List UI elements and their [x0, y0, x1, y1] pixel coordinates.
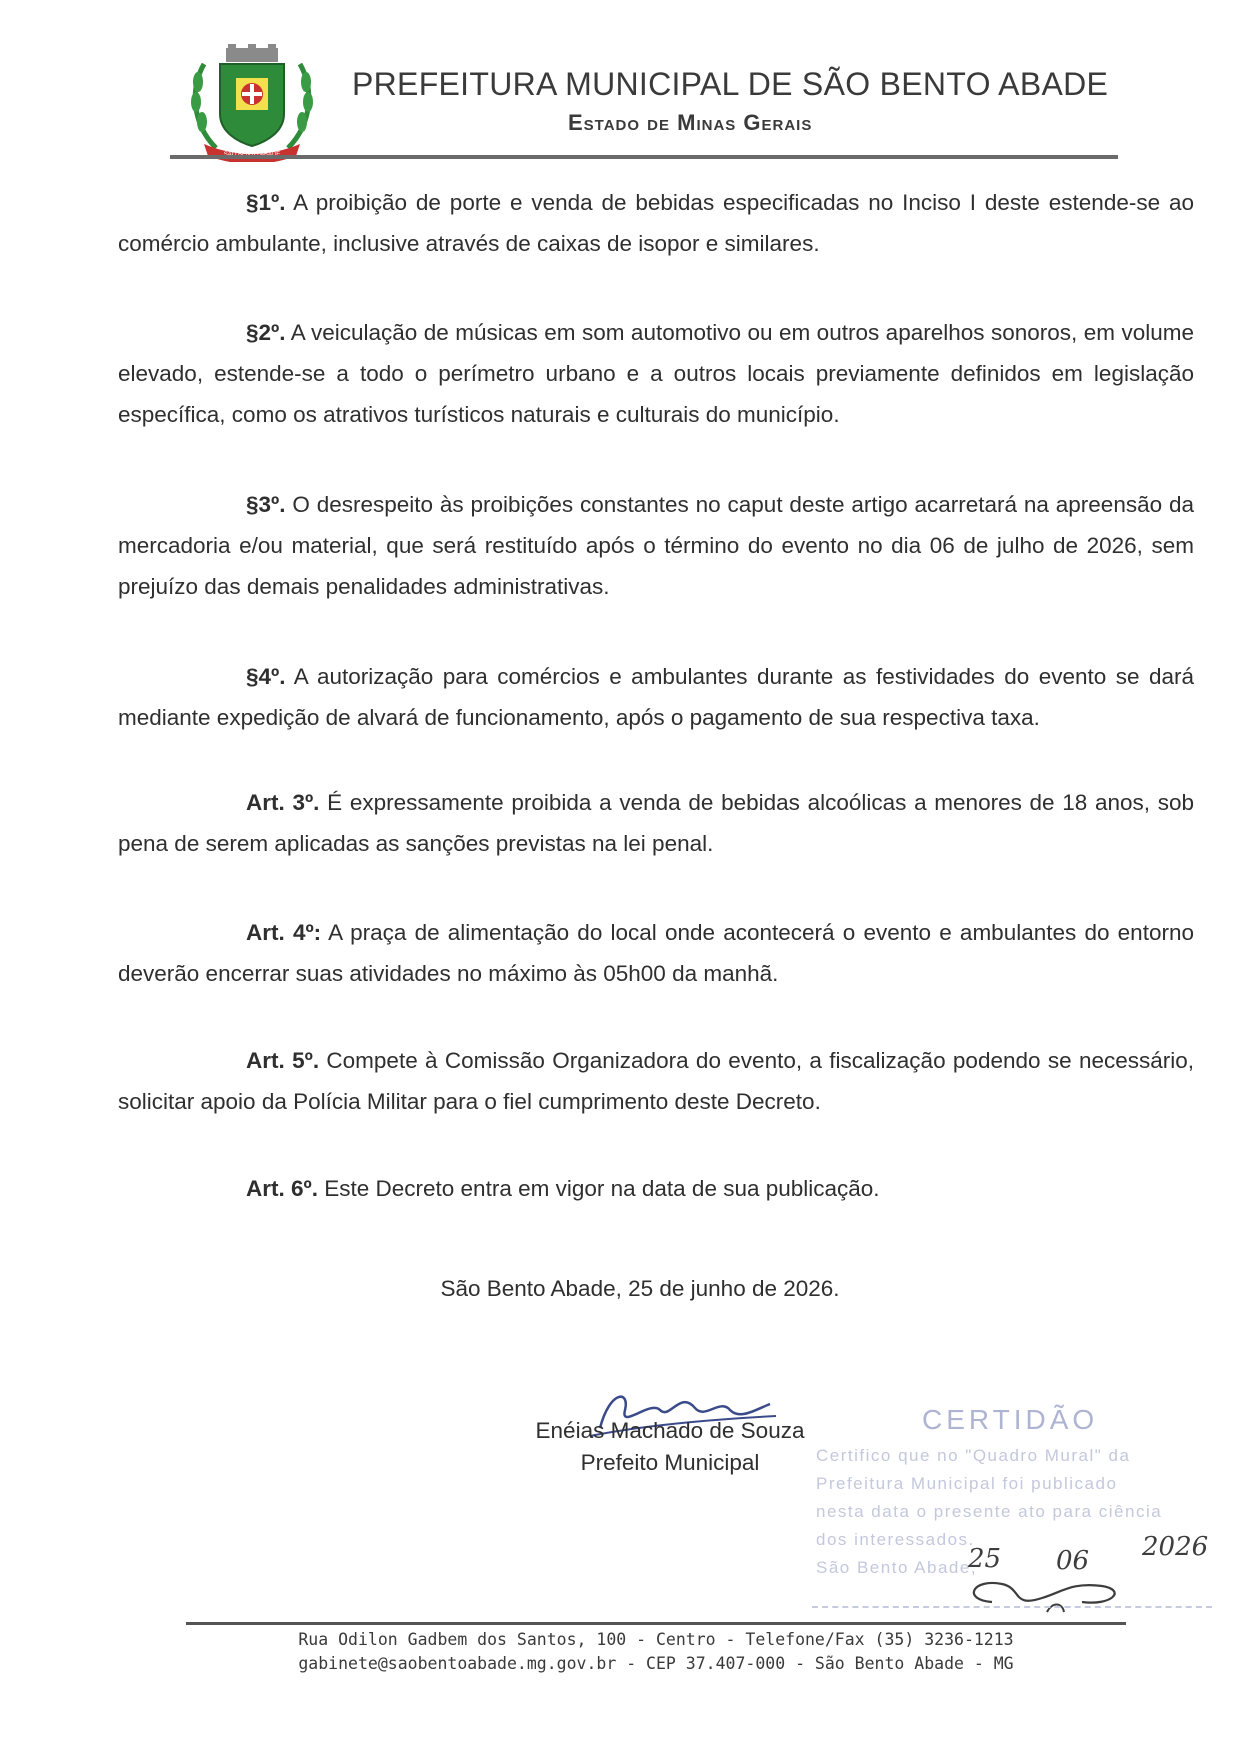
paragraph-label: §3º. — [246, 492, 286, 517]
article-label: Art. 6º. — [246, 1176, 318, 1201]
paragraph-label: §4º. — [246, 664, 286, 689]
footer-contact: gabinete@saobentoabade.mg.gov.br - CEP 37.407-000 - São Bento Abade - MG — [298, 1654, 1014, 1673]
paragraph-text: A proibição de porte e venda de bebidas especificadas no Inciso I deste estende-se ao comércio ambulante, inclusive através de caixas de isopor e similares. — [118, 190, 1194, 256]
municipal-crest-logo — [186, 44, 318, 162]
article-text: Este Decreto entra em vigor na data de sua publicação. — [317, 1176, 880, 1201]
paragraph-text: A veiculação de músicas em som automotivo ou em outros aparelhos sonoros, em volume elevado, estende-se a todo o perímetro urbano e a outros locais previamente definidos em legislação específica, como os atrativos turísticos naturais e culturais do município. — [118, 320, 1194, 427]
stamp-title: CERTIDÃO — [922, 1404, 1099, 1435]
stamp-line: nesta data o presente ato para ciência — [816, 1502, 1163, 1521]
footer-address: Rua Odilon Gadbem dos Santos, 100 - Centro - Telefone/Fax (35) 3236-1213 — [298, 1630, 1014, 1649]
signatory-role: Prefeito Municipal — [580, 1450, 760, 1475]
dateline: São Bento Abade, 25 de junho de 2026. — [440, 1276, 840, 1301]
article-6 — [118, 1168, 1194, 1209]
stamp-initials-signature — [952, 1572, 1152, 1616]
signatory-name: Enéias Machado de Souza — [535, 1418, 805, 1443]
paragraph-1 — [118, 182, 1194, 264]
article-text: É expressamente proibida a venda de bebidas alcoólicas a menores de 18 anos, sob pena de serem aplicadas as sanções previstas na lei penal. — [118, 790, 1195, 856]
page-title: PREFEITURA MUNICIPAL DE SÃO BENTO ABADE — [352, 66, 1109, 102]
article-5 — [118, 1040, 1194, 1122]
paragraph-label: §2º. — [246, 320, 286, 345]
article-label: Art. 4º: — [246, 920, 322, 945]
article-3 — [118, 782, 1194, 864]
paragraph-text: O desrespeito às proibições constantes no caput deste artigo acarretará na apreensão da mercadoria e/ou material, que será restituído após o término do evento no dia 06 de julho de 2026, sem prejuízo das demais penalidades administrativas. — [118, 492, 1194, 599]
stamp-line: Prefeitura Municipal foi publicado — [816, 1474, 1118, 1493]
paragraph-3 — [118, 484, 1194, 607]
article-label: Art. 3º. — [246, 790, 320, 815]
article-label: Art. 5º. — [246, 1048, 320, 1073]
header-divider — [170, 155, 1118, 159]
stamp-day: 25 — [968, 1544, 1002, 1574]
article-4 — [118, 912, 1194, 994]
paragraph-text: A autorização para comércios e ambulantes durante as festividades do evento se dará mediante expedição de alvará de funcionamento, após o pagamento de sua respectiva taxa. — [118, 664, 1194, 730]
article-text: Compete à Comissão Organizadora do evento, a fiscalização podendo se necessário, solicitar apoio da Polícia Militar para o fiel cumprimento deste Decreto. — [118, 1048, 1195, 1114]
stamp-line: São Bento Abade, — [816, 1558, 978, 1577]
stamp-line: Certifico que no "Quadro Mural" da — [816, 1446, 1131, 1465]
stamp-year: 2026 — [1142, 1532, 1209, 1562]
paragraph-4 — [118, 656, 1194, 738]
article-text: A praça de alimentação do local onde acontecerá o evento e ambulantes do entorno deverão encerrar suas atividades no máximo às 05h00 da manhã. — [118, 920, 1194, 986]
stamp-month: 06 — [1056, 1546, 1090, 1576]
paragraph-label: §1º. — [246, 190, 286, 215]
certidao-stamp — [812, 1404, 1222, 1612]
footer-divider — [186, 1622, 1126, 1625]
paragraph-2 — [118, 312, 1194, 435]
stamp-divider — [812, 1606, 1212, 1608]
page-subtitle: Estado de Minas Gerais — [568, 110, 813, 135]
stamp-line: dos interessados. — [816, 1530, 975, 1549]
